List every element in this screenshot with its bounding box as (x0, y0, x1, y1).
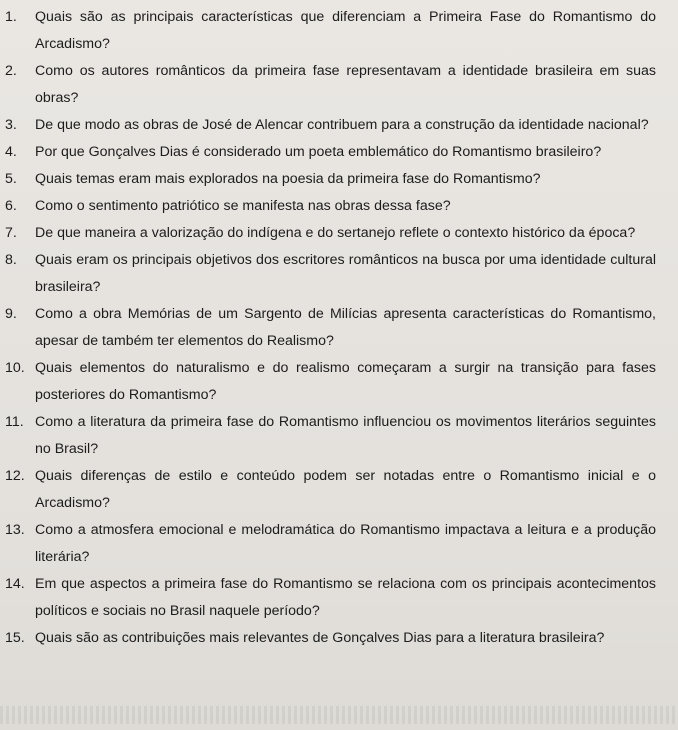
question-item (0, 58, 678, 112)
question-item (0, 463, 678, 517)
question-number: 12. (5, 468, 25, 484)
question-number: 14. (5, 576, 25, 592)
question-number: 9. (5, 306, 17, 322)
question-number: 1. (5, 9, 17, 25)
question-item (0, 571, 678, 625)
question-text: Em que aspectos a primeira fase do Romantismo se relaciona com os principais acontecimentos políticos e sociais no Brasil naquele período? (35, 576, 656, 619)
question-text: Quais eram os principais objetivos dos escritores românticos na busca por uma identidade cultural brasileira? (35, 252, 656, 295)
question-item (0, 4, 678, 58)
question-item (0, 166, 678, 193)
question-number: 7. (5, 225, 17, 241)
question-text: Quais são as contribuições mais relevantes de Gonçalves Dias para a literatura brasileira? (35, 630, 605, 646)
question-text: Quais são as principais características que diferenciam a Primeira Fase do Romantismo do Arcadismo? (35, 9, 656, 52)
question-number: 6. (5, 198, 17, 214)
question-item (0, 193, 678, 220)
question-text: De que modo as obras de José de Alencar contribuem para a construção da identidade nacional? (35, 117, 649, 133)
question-item (0, 112, 678, 139)
question-number: 4. (5, 144, 17, 160)
question-item (0, 409, 678, 463)
question-text: Como os autores românticos da primeira fase representavam a identidade brasileira em suas obras? (35, 63, 656, 106)
question-item (0, 220, 678, 247)
question-number: 5. (5, 171, 17, 187)
question-text: Por que Gonçalves Dias é considerado um poeta emblemático do Romantismo brasileiro? (35, 144, 602, 160)
question-number: 3. (5, 117, 17, 133)
question-text: Como a obra Memórias de um Sargento de Milícias apresenta características do Romantismo, apesar de também ter elementos do Realismo? (35, 306, 656, 349)
question-number: 10. (5, 360, 25, 376)
question-item (0, 247, 678, 301)
question-text: Quais diferenças de estilo e conteúdo podem ser notadas entre o Romantismo inicial e o Arcadismo? (35, 468, 656, 511)
question-number: 8. (5, 252, 17, 268)
question-list (0, 4, 678, 652)
question-text: Como a literatura da primeira fase do Romantismo influenciou os movimentos literários seguintes no Brasil? (35, 414, 656, 457)
question-item (0, 517, 678, 571)
question-text: Como o sentimento patriótico se manifesta nas obras dessa fase? (35, 198, 451, 214)
question-number: 11. (5, 414, 24, 430)
question-text: Quais elementos do naturalismo e do realismo começaram a surgir na transição para fases posteriores do Romantismo? (35, 360, 656, 403)
question-item (0, 355, 678, 409)
question-number: 15. (5, 630, 25, 646)
question-number: 2. (5, 63, 17, 79)
question-item (0, 301, 678, 355)
question-item (0, 139, 678, 166)
question-text: Como a atmosfera emocional e melodramática do Romantismo impactava a leitura e a produção literária? (35, 522, 656, 565)
question-text: Quais temas eram mais explorados na poesia da primeira fase do Romantismo? (35, 171, 541, 187)
question-item (0, 625, 678, 652)
question-number: 13. (5, 522, 25, 538)
question-text: De que maneira a valorização do indígena e do sertanejo reflete o contexto histórico da época? (35, 225, 636, 241)
bleed-through-text (0, 706, 678, 724)
